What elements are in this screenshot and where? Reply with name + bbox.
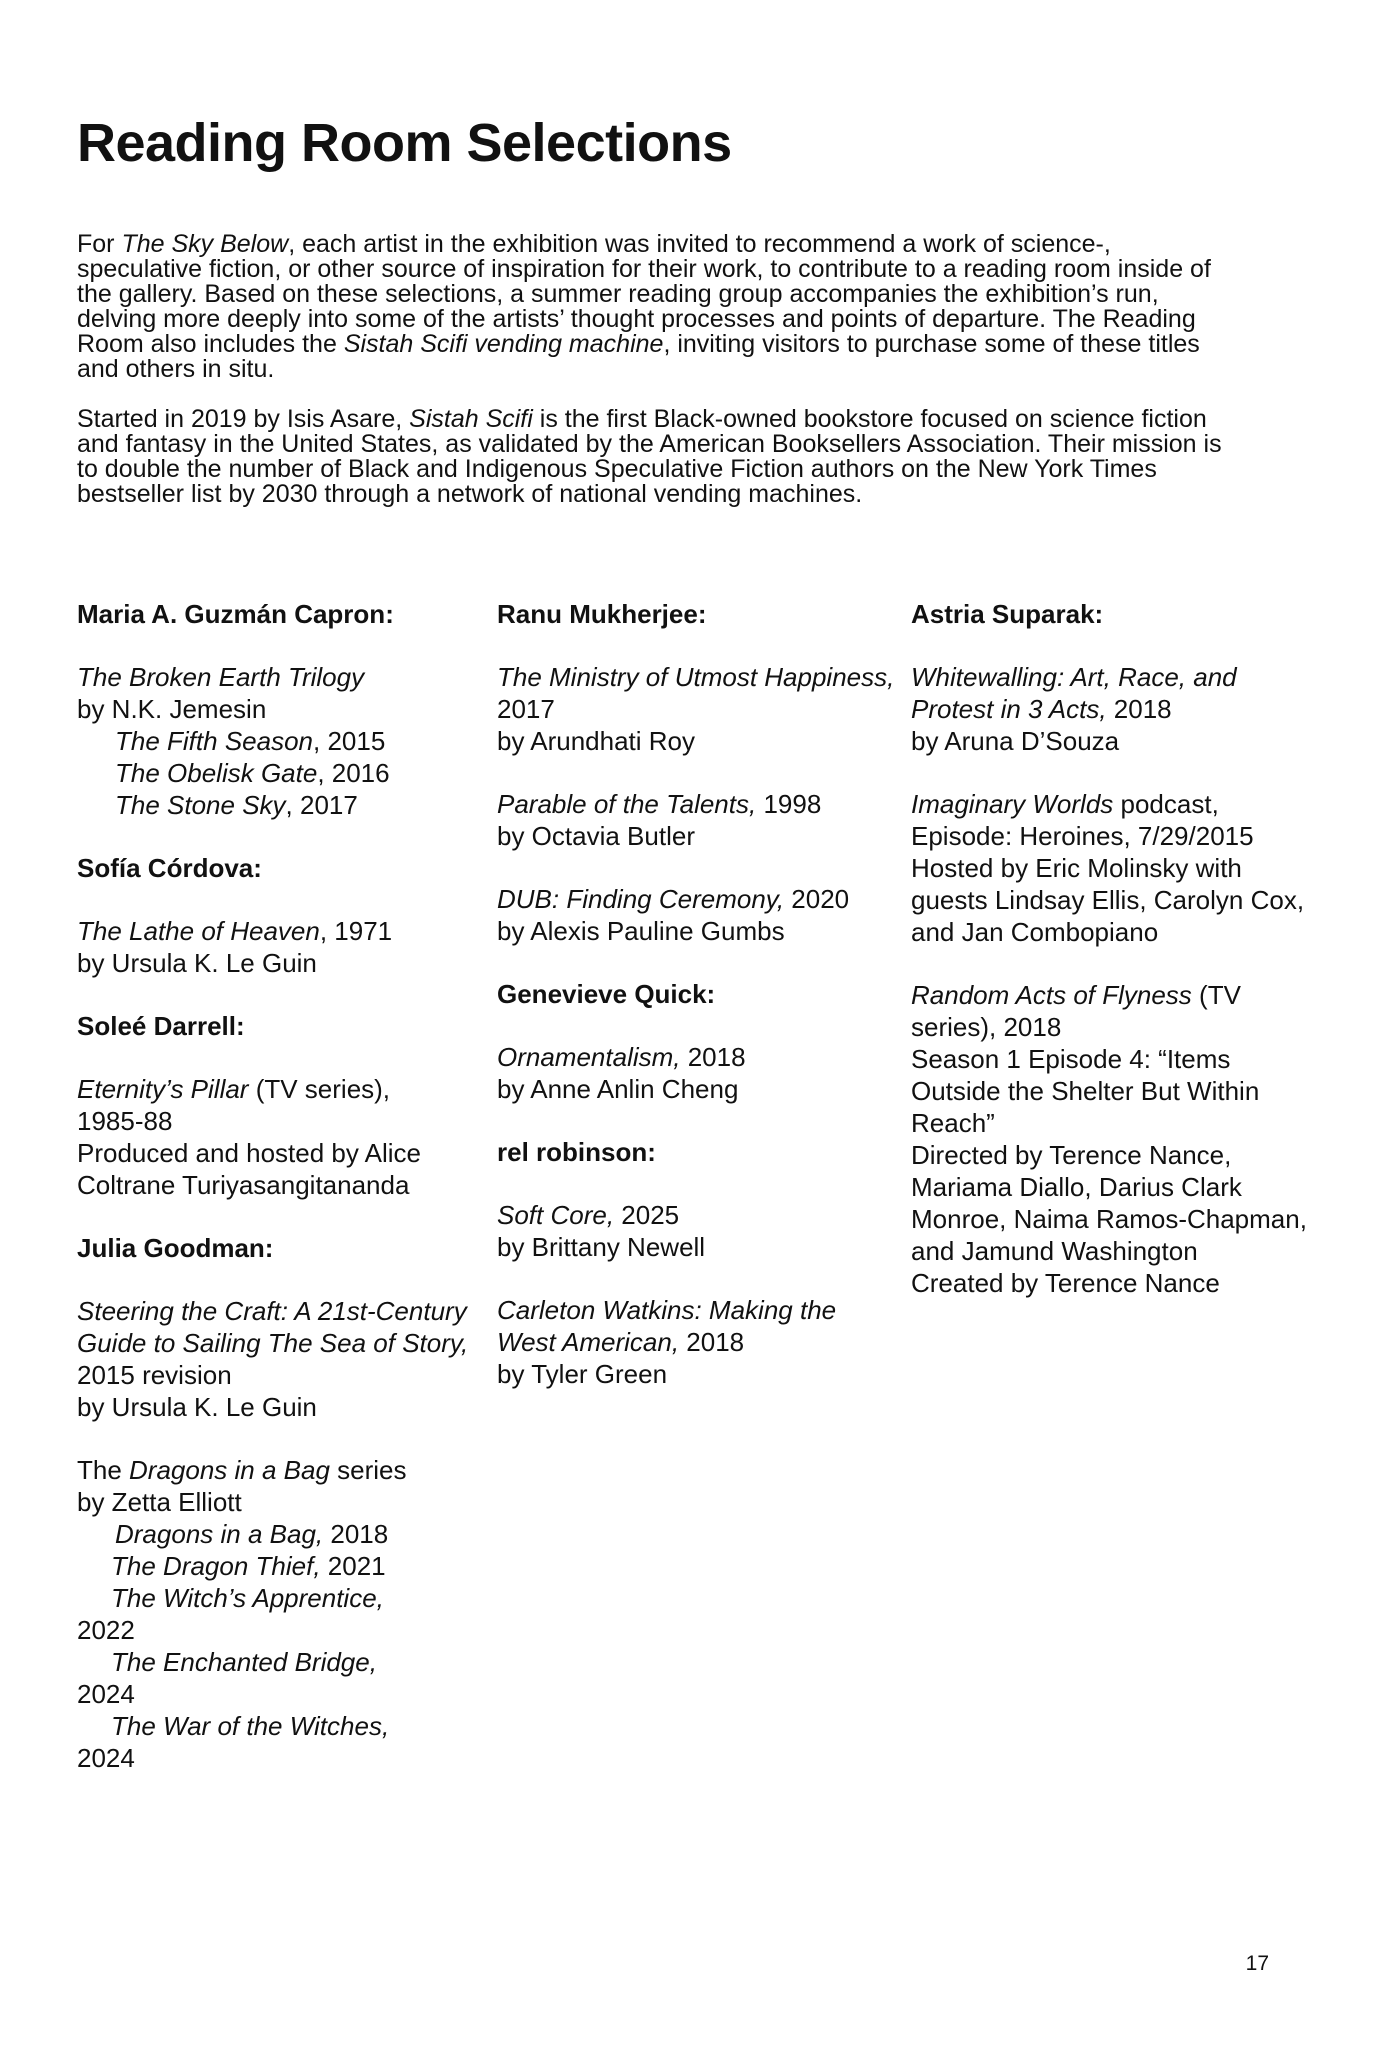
selection: The Dragons in a Bag series by Zetta Elliott Dragons in a Bag, 2018 The Dragon Thief, 2021 The Witch’s Apprentice, 2022 The Enchanted Bridge, 2024 The War of the Witches, 2024 xyxy=(77,1455,407,1773)
selection: Imaginary Worlds podcast, Episode: Heroines, 7/29/2015 Hosted by Eric Molinsky with guests Lindsay Ellis, Carolyn Cox, and Jan Combopiano xyxy=(911,789,1305,947)
artist-name: Julia Goodman: xyxy=(77,1233,274,1263)
selection: Whitewalling: Art, Race, and Protest in 3 Acts, 2018 by Aruna D’Souza xyxy=(911,662,1237,756)
artist-name: Sofía Córdova: xyxy=(77,853,262,883)
artist-name: rel robinson: xyxy=(497,1137,656,1167)
intro-paragraph-2: Started in 2019 by Isis Asare, Sistah Scifi is the first Black-owned bookstore focused on science fiction and fantasy in the United States, as validated by the American Booksellers Association. Their mission is to double the number of Black and Indigenous Speculative Fiction authors on the New York Times bestseller list by 2030 through a network of national vending machines. xyxy=(77,405,1222,508)
selection: The Broken Earth Trilogy by N.K. Jemesin The Fifth Season, 2015 The Obelisk Gate, 2016 The Stone Sky, 2017 xyxy=(77,662,390,820)
column-1 xyxy=(77,598,477,1774)
page-title: Reading Room Selections xyxy=(77,113,732,173)
selection: Random Acts of Flyness (TV series), 2018 Season 1 Episode 4: “Items Outside the Shelter But Within Reach” Directed by Terence Nance, Mariama Diallo, Darius Clark Monroe, Naima Ramos-Chapman, and Jamund Washington Created by Terence Nance xyxy=(911,980,1307,1298)
intro-paragraph-1: For The Sky Below, each artist in the exhibition was invited to recommend a work of science-, speculative fiction, or other source of inspiration for their work, to contribute to a reading room inside of the gallery. Based on these selections, a summer reading group accompanies the exhibition’s run, delving more deeply into some of the artists’ thought processes and points of departure. The Reading Room also includes the Sistah Scifi vending machine, inviting visitors to purchase some of these titles and others in situ. xyxy=(77,230,1211,383)
selection: DUB: Finding Ceremony, 2020 by Alexis Pauline Gumbs xyxy=(497,884,850,946)
artist-name: Ranu Mukherjee: xyxy=(497,599,707,629)
selection: Eternity’s Pillar (TV series), 1985-88 Produced and hosted by Alice Coltrane Turiyasangitananda xyxy=(77,1074,422,1200)
artist-name: Genevieve Quick: xyxy=(497,979,716,1009)
page-number: 17 xyxy=(1245,1952,1269,1975)
column-3 xyxy=(911,598,1311,1330)
selection: Carleton Watkins: Making the West American, 2018 by Tyler Green xyxy=(497,1295,837,1389)
selection: Steering the Craft: A 21st-Century Guide to Sailing The Sea of Story, 2015 revision by Ursula K. Le Guin xyxy=(77,1296,469,1422)
selection: The Ministry of Utmost Happiness, 2017 by Arundhati Roy xyxy=(497,662,895,756)
artist-name: Maria A. Guzmán Capron: xyxy=(77,599,394,629)
selection: Ornamentalism, 2018 by Anne Anlin Cheng xyxy=(497,1042,746,1104)
column-2 xyxy=(497,598,897,1421)
selection: Parable of the Talents, 1998 by Octavia Butler xyxy=(497,789,822,851)
selection: The Lathe of Heaven, 1971 by Ursula K. Le Guin xyxy=(77,916,393,978)
intro xyxy=(77,232,1237,532)
artist-name: Astria Suparak: xyxy=(911,599,1104,629)
artist-name: Soleé Darrell: xyxy=(77,1011,245,1041)
selection: Soft Core, 2025 by Brittany Newell xyxy=(497,1200,706,1262)
